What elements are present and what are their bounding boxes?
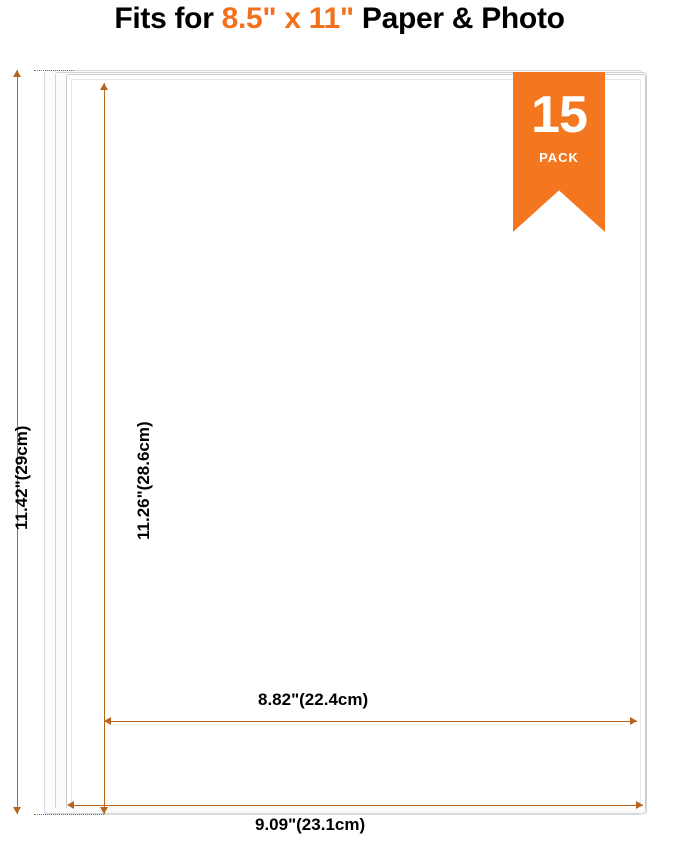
inner-height-label: 11.26"(28.6cm) [134,421,153,540]
inner-height-arrow-bottom [100,807,108,814]
outer-width-arrow-right [636,801,643,809]
badge-count: 15 [531,86,587,144]
outer-height-label: 11.42"(29cm) [12,425,31,530]
headline-accent-size: 8.5" x 11" [221,2,354,35]
outer-height-arrow-top [13,70,21,77]
inner-width-arrow-left [104,717,111,725]
outer-height-leader-top [34,70,74,71]
outer-width-dimension-line [73,805,643,806]
headline-suffix: Paper & Photo [353,2,565,35]
badge-label: PACK [539,150,579,165]
page-title [0,2,679,36]
inner-height-arrow-top [100,83,108,90]
sleeve-stack-bottom-edge [44,808,646,814]
outer-height-arrow-bottom [13,807,21,814]
product-illustration [0,50,679,844]
headline-prefix: Fits for [114,2,222,35]
pack-count-badge [513,72,605,232]
inner-width-label: 8.82"(22.4cm) [258,690,369,709]
outer-width-label: 9.09"(23.1cm) [255,815,366,834]
outer-width-arrow-left [67,801,74,809]
inner-height-dimension-line [104,83,105,814]
outer-height-leader-bottom [34,814,104,815]
inner-width-arrow-right [630,717,637,725]
inner-width-dimension-line [110,721,637,722]
